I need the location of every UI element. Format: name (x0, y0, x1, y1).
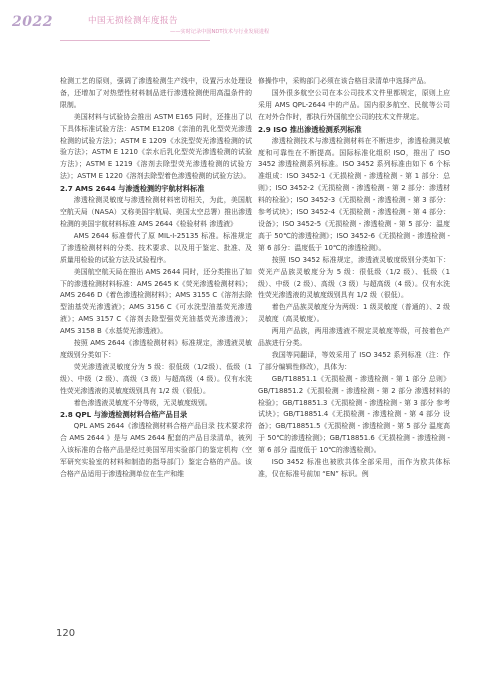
page-number: 120 (56, 628, 76, 639)
report-title: 中国无损检测年度报告 (88, 16, 179, 26)
report-year: 2022 (12, 14, 53, 30)
paragraph: 渗透检测技术与渗透检测材料在不断进步，渗透检测灵敏度和可靠性在不断提高。国际标准化组织 ISO，推出了 ISO 3452 渗透检测系列标准。ISO 3452 系列标准由如下 6 个标准组成：ISO 3452-1《无损检测 - 渗透检测 - 第 1 部分：总则》；ISO 3452-2《无损检测 - 渗透检测 - 第 2 部分：渗透材料的检验》；ISO 3452-3《无损检测 - 渗透检测 - 第 3 部分：参考试块》；ISO 3452-4《无损检测 - 渗透检测 - 第 4 部分：设备》；ISO 3452-5《无损检测 - 渗透检测 - 第 5 部分：温度高于 50℃的渗透检测》；ISO 3452-6《无损检测 - 渗透检测 - 第 6 部分：温度低于 10℃的渗透检测》。 (258, 136, 450, 252)
section-heading: 2.9 ISO 推出渗透检测系列标准 (258, 124, 362, 134)
paragraph: 修操作中，采购部门必须在该合格目录清单中选择产品。 (258, 77, 431, 85)
paragraph: GB/T18851.1《无损检测 - 渗透检测 - 第 1 部分 总则》GB/T18851.2《无损检测 - 渗透检测 - 第 2 部分 渗透材料的检验》；GB/T18851.3《无损检测 - 渗透检测 - 第 3 部分 参考试块》；GB/T18851.4《无损检测 - 渗透检测 - 第 4 部分 设备》；GB/T18851.5《无损检测 - 渗透检测 - 第 5 部分 温度高于 50℃的渗透检测》；GB/T18851.6《无损检测 - 渗透检测 - 第 6 部分 温度低于 10℃的渗透检测》。 (258, 374, 450, 455)
report-header (0, 0, 480, 52)
right-text-column (258, 76, 450, 481)
paragraph: 我国等同翻译，等效采用了 ISO 3452 系列标准（注：作了部分编辑性修改），具体为： (258, 350, 450, 371)
paragraph: 美国航空航天局在推出 AMS 2644 同时，还分类推出了如下的渗透检测材料标准：AMS 2645 K《荧光渗透检测材料》；AMS 2646 D《着色渗透检测材料》；AMS 3155 C《溶剂去除型油基荧光渗透液》；AMS 3156 C《可水洗型油基荧光渗透液》；AMS 3157 C《溶剂去除型强荧光油基荧光渗透液》；AMS 3158 B《水基荧光渗透液》。 (60, 267, 252, 336)
paragraph: 检测工艺的原则，强调了渗透检测生产线中，设置污水处理设备，还增加了对热塑性材料制品进行渗透检测使用高温条件的限制。 (60, 77, 252, 109)
paragraph: 两用产品族，两用渗透液不规定灵敏度等级，可按着色产品族进行分类。 (258, 327, 450, 348)
paragraph: QPL AMS 2644《渗透检测材料合格产品目录 技术要求符合 AMS 2644 》是与 AMS 2644 配套的产品目录清单，被列入该标准的合格产品是经过美国军用实验部门的鉴定机构（空军研究实验室的材料和制造的指导部门）鉴定合格的产品。该合格产品适用于渗透检测单位在生产和维 (60, 422, 252, 479)
paragraph: 着色产品族灵敏度分为两级：1 级灵敏度（普通的）、2 级灵敏度（高灵敏度）。 (258, 303, 450, 324)
paragraph: 美国材料与试验协会推出 ASTM E165 同时，还推出了以下具体标准试验方法：ASTM E1208《亲油的乳化型荧光渗透检测的试验方法》；ASTM E 1209《水洗型荧光渗透检测的试验方法》；ASTM E 1210《亲水后乳化型荧光渗透检测的试验方法》；ASTM E 1219《溶剂去除型荧光渗透检测的试验方法》；ASTM E 1220《溶剂去除型着色渗透检测的试验方法》。 (60, 112, 252, 181)
section-heading: 2.8 QPL 与渗透检测材料合格产品目录 (60, 410, 188, 420)
paragraph: 渗透检测灵敏度与渗透检测材料密切相关，为此，美国航空航天局（NASA）又称美国宇航局、美国太空总署）推出渗透检测的美国宇航材料标准 AMS 2644《检验材料 渗透液》 (60, 196, 252, 228)
paragraph: 着色渗透液灵敏度不分等级，无灵敏度级别。 (73, 398, 212, 407)
report-subtitle: ——实时记录中国NDT技术与行业发展进程 (170, 29, 270, 35)
paragraph: 按照 ISO 3452 标准规定，渗透液灵敏度级别分类如下：荧光产品族灵敏度分为 5 级：很低级（1/2 级）、低级（1 级）、中级（2 级）、高级（3 级）与超高级（4 级）。仅有水洗性荧光渗透液的灵敏度级别具有 1/2 级（很低）。 (258, 255, 450, 300)
paragraph: 按照 AMS 2644《渗透检测材料》标准规定，渗透液灵敏度级别分类如下： (60, 339, 252, 359)
header-divider (60, 40, 210, 41)
paragraph: 荧光渗透液灵敏度分为 5 级：很低级（1/2级）、低级（1 级）、中级（2 级）、高级（3 级）与超高级（4 级）。仅有水洗性荧光渗透液的灵敏度级别具有 1/2 级（很低）。 (60, 362, 252, 395)
section-heading: 2.7 AMS 2644 与渗透检测的宇航材料标准 (60, 184, 205, 194)
left-text-column (60, 76, 252, 481)
paragraph: 国外很多航空公司在本公司技术文件里都规定，原则上应采用 AMS QPL-2644 中的产品。国内很多航空、民航等公司在对外合作时，都执行外国航空公司的技术文件规定。 (258, 88, 450, 121)
paragraph: AMS 2644 标准替代了原 MIL-I-25135 标准。标准规定了渗透检测材料的分类、技术要求、以及用于鉴定、批准、及质量用检验的试验方法及试验程序。 (60, 231, 252, 264)
paragraph: ISO 3452 标准也被欧共体全部采用，而作为欧共体标准，仅在标准号前加 “EN” 标识。例 (258, 458, 450, 478)
